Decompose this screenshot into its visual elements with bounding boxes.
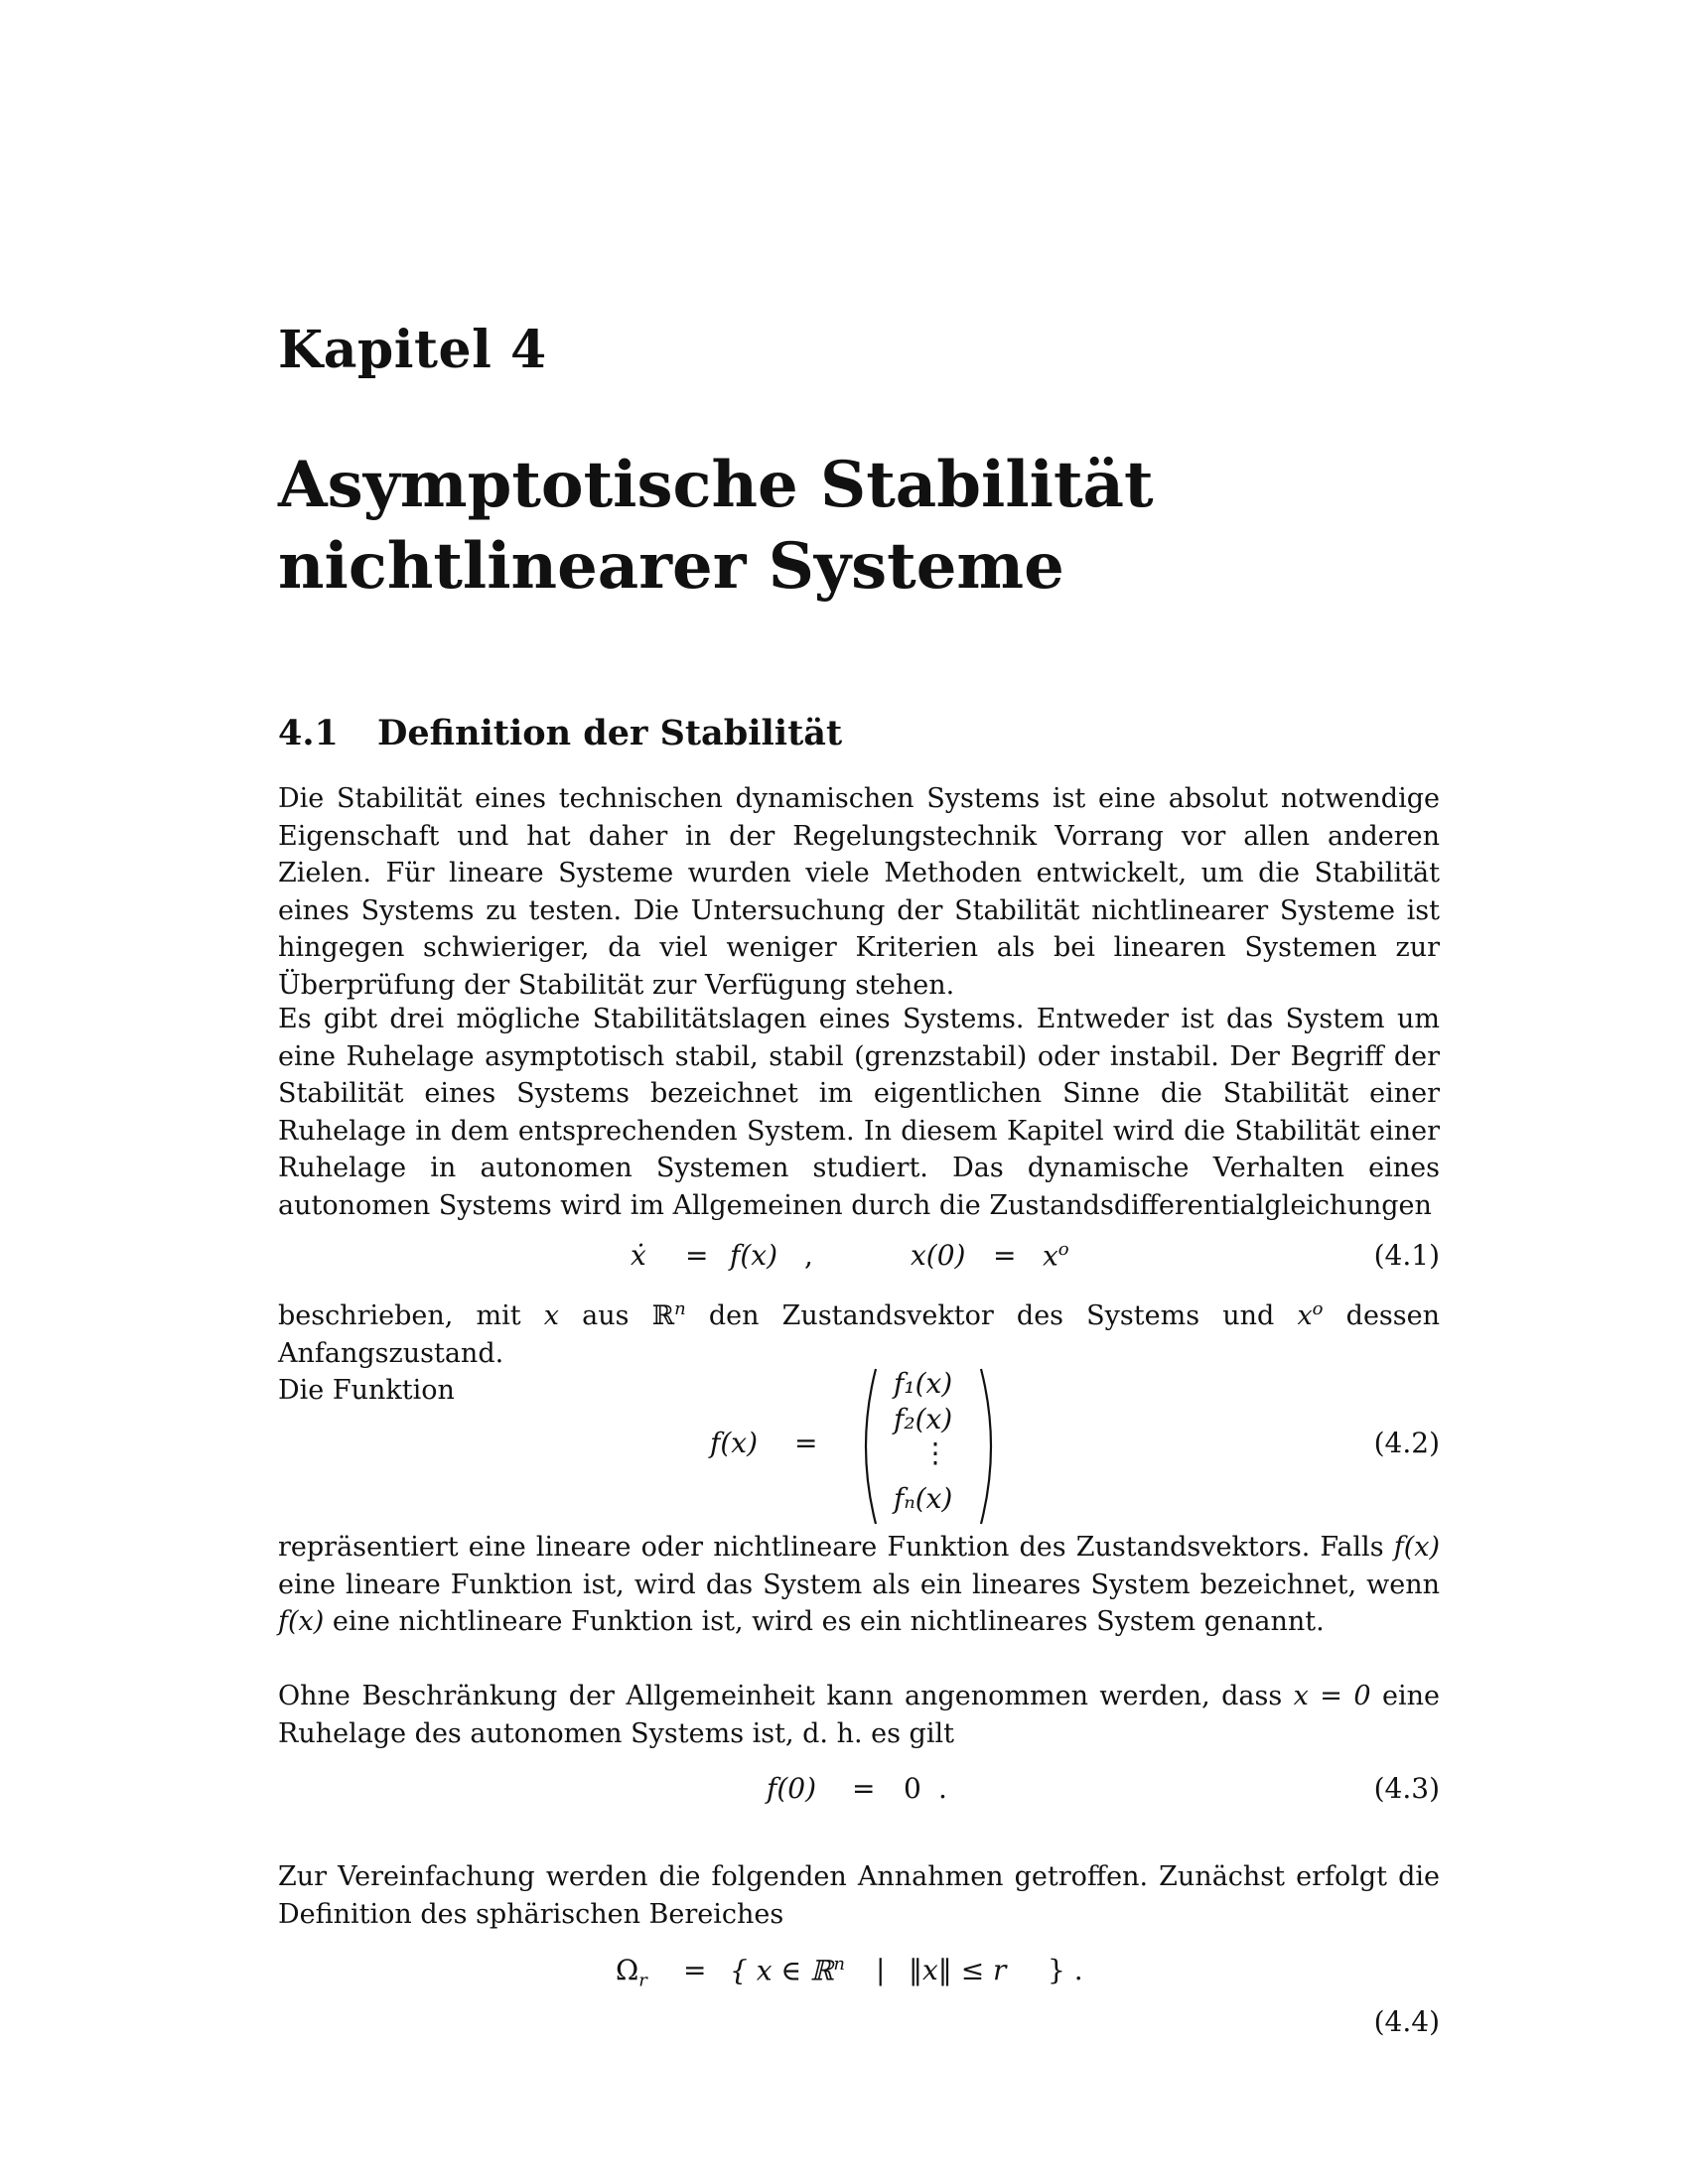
eq1-number: (4.1)	[1373, 1239, 1440, 1272]
eq2-row-dots: ⋮	[921, 1436, 949, 1469]
section-number: 4.1	[278, 713, 339, 753]
equation-4-1	[278, 1239, 1440, 1279]
eq2-row-n: fₙ(x)	[894, 1482, 953, 1515]
eq1-equals-2: =	[993, 1239, 1017, 1272]
eq4-bar: |	[876, 1954, 886, 1986]
eq2-row-2: f₂(x)	[894, 1403, 953, 1435]
equation-4-2	[278, 1365, 1440, 1529]
eq2-number: (4.2)	[1373, 1427, 1440, 1459]
eq3-equals: =	[852, 1772, 876, 1805]
paragraph-6: Zur Vereinfachung werden die folgenden Annahmen getroffen. Zunächst erfolgt die Definition des sphärischen Bereiches	[278, 1861, 1440, 1930]
page	[278, 0, 1440, 2184]
eq3-lhs: f(0)	[767, 1772, 817, 1805]
eq1-equals: =	[685, 1239, 709, 1272]
eq3-number: (4.3)	[1373, 1772, 1440, 1805]
section-title: Definition der Stabilität	[377, 713, 843, 753]
eq2-lhs: f(x)	[710, 1427, 759, 1459]
eq4-norm-condition: ‖x‖ ≤ r	[909, 1954, 1007, 1986]
paragraph-3: beschrieben, mit x aus ℝ$^n$ den Zustandsvektor des Systems und $x^o$ dessen Anfangszustand. Die Funktion	[278, 1298, 1441, 1406]
paragraph-4: repräsentiert eine lineare oder nichtlineare Funktion des Zustandsvektors. Falls f(x) eine lineare Funktion ist, wird das System als ein lineares System bezeichnet, wenn f(x) eine nichtlineare Funktion ist, wird es ein nichtlineares System genannt.	[278, 1532, 1440, 1637]
section-heading	[278, 713, 842, 753]
eq1-initial-rhs: $x^o$	[1043, 1239, 1069, 1273]
paragraph-2: Es gibt drei mögliche Stabilitätslagen eines Systems. Entweder ist das System um eine Ruhelage asymptotisch stabil, stabil (grenzstabil) oder instabil. Der Begriff der Stabilität eines Systems bezeichnet im eigentlichen Sinne die Stabilität einer Ruhelage in dem entsprechenden System. In diesem Kapitel wird die Stabilität einer Ruhelage in autonomen Systemen studiert. Das dynamische Verhalten eines autonomen Systems wird im Allgemeinen durch die Zustandsdifferentialgleichungen	[278, 1004, 1440, 1221]
equation-4-3	[278, 1772, 1440, 1812]
equation-4-4	[278, 1954, 1440, 2043]
chapter-title-line-1: Asymptotische Stabilität	[278, 448, 1154, 522]
eq3-dot: .	[938, 1772, 947, 1805]
eq4-set-open: { x ∈ ℝ$^n$	[730, 1954, 845, 1987]
paragraph-5: Ohne Beschränkung der Allgemeinheit kann angenommen werden, dass x = 0 eine Ruhelage des autonomen Systems ist, d. h. es gilt	[278, 1681, 1440, 1749]
chapter-title	[278, 445, 1154, 608]
eq4-equals: =	[683, 1954, 707, 1986]
chapter-title-line-2: nichtlinearer Systeme	[278, 529, 1064, 604]
chapter-label: Kapitel 4	[278, 320, 547, 380]
paragraph-1: Die Stabilität eines technischen dynamischen Systems ist eine absolut notwendige Eigenschaft und hat daher in der Regelungstechnik Vorrang vor allen anderen Zielen. Für lineare Systeme wurden viele Methoden entwickelt, um die Stabilität eines Systems zu testen. Die Untersuchung der Stabilität nichtlinearer Systeme ist hingegen schwieriger, da viel weniger Kriterien als bei linearen Systemen zur Überprüfung der Stabilität zur Verfügung stehen.	[278, 783, 1440, 1001]
eq4-set-close: } .	[1048, 1954, 1083, 1986]
eq1-comma: ,	[804, 1239, 813, 1272]
eq4-number: (4.4)	[1373, 2005, 1440, 2038]
eq1-initial-lhs: x(0)	[911, 1239, 966, 1272]
eq1-rhs: f(x)	[730, 1239, 778, 1272]
eq2-equals: =	[794, 1427, 818, 1459]
eq2-row-1: f₁(x)	[894, 1367, 953, 1400]
eq1-lhs: ẋ	[631, 1239, 646, 1272]
eq3-rhs: 0	[904, 1772, 921, 1805]
eq4-lhs: $\Omega_r$	[616, 1954, 647, 1991]
